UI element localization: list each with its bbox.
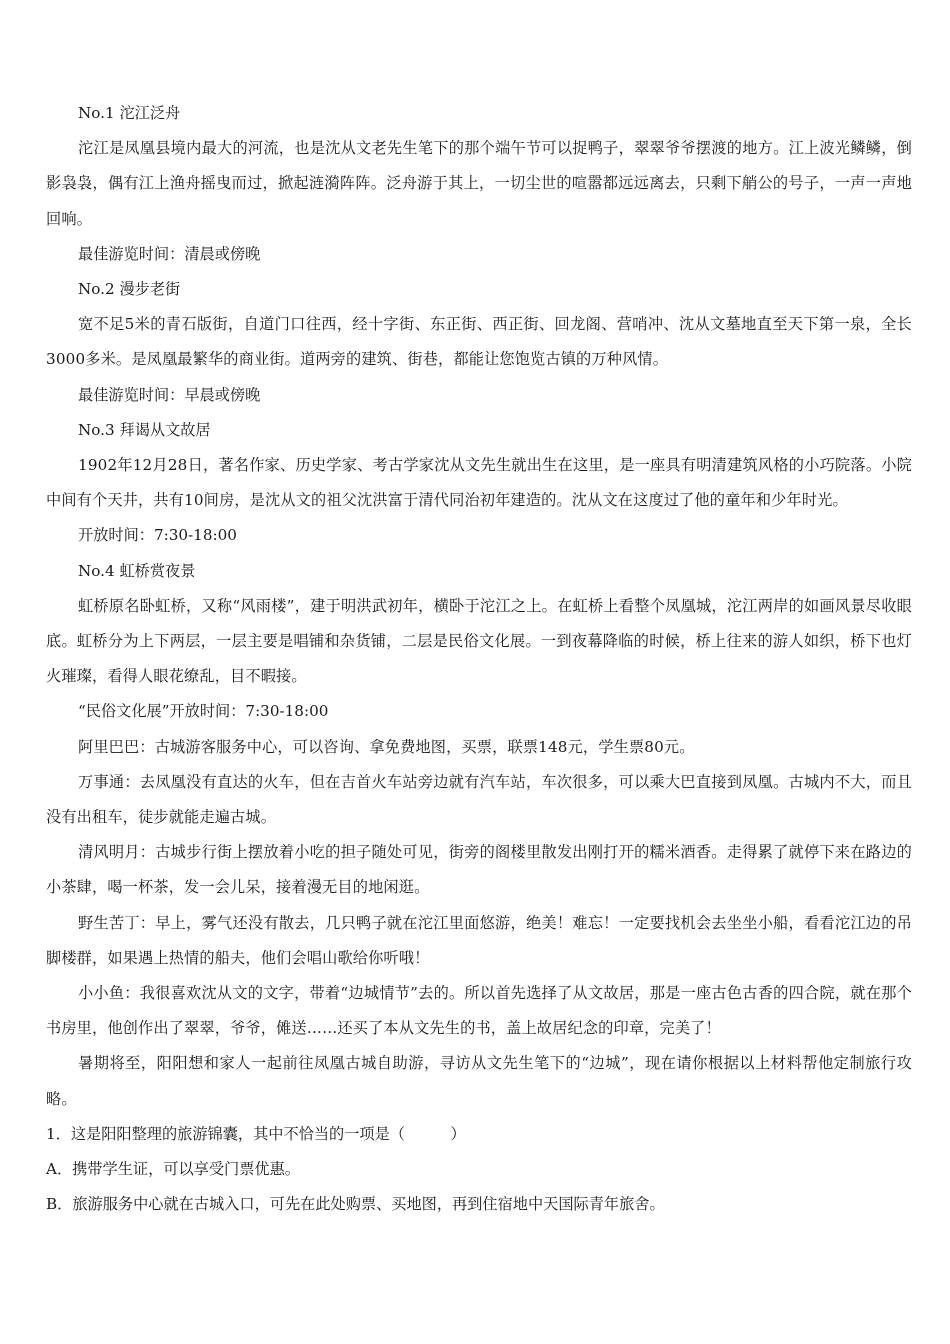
comment-xiaoxiaoyu: 小小鱼：我很喜欢沈从文的文字，带着“边城情节”去的。所以首先选择了从文故居，那是一座古色古香的四合院，就在那个书房里，他创作出了翠翠，爷爷，傩送……还买了本从文先生的书，盖上故居纪念的印章，完美了！: [46, 984, 912, 1038]
question-stem: 1．这是阳阳整理的旅游锦囊，其中不恰当的一项是（ ）: [46, 1124, 466, 1143]
comment-qingfeng: 清风明月：古城步行街上摆放着小吃的担子随处可见，街旁的阁楼里散发出刚打开的糯米酒香。走得累了就停下来在路边的小茶肆，喝一杯茶，发一会儿呆，接着漫无目的地闲逛。: [46, 843, 912, 897]
comment-alibaba: 阿里巴巴：古城游客服务中心，可以咨询、拿免费地图，买票，联票148元，学生票80元。: [78, 737, 695, 756]
section-2-note: 最佳游览时间：早晨或傍晚: [78, 385, 261, 404]
section-4-heading: No.4 虹桥赏夜景: [78, 561, 196, 580]
section-4-body: 虹桥原名卧虹桥，又称“风雨楼”，建于明洪武初年，横卧于沱江之上。在虹桥上看整个凤凰城，沱江两岸的如画风景尽收眼底。虹桥分为上下两层，一层主要是唱铺和杂货铺，二层是民俗文化展。一到夜幕降临的时候，桥上往来的游人如织，桥下也灯火璀璨，看得人眼花缭乱，目不暇接。: [46, 596, 912, 686]
option-a: A．携带学生证，可以享受门票优惠。: [46, 1160, 300, 1179]
section-1-heading: No.1 沱江泛舟: [78, 104, 181, 122]
section-4-note: “民俗文化展”开放时间：7:30-18:00: [78, 702, 329, 721]
section-3-heading: No.3 拜谒从文故居: [78, 420, 211, 439]
section-2-body: 宽不足5米的青石版街，自道门口往西，经十字街、东正街、西正街、回龙阁、营哨冲、沈从文墓地直至天下第一泉，全长3000多米。是凤凰最繁华的商业街。道两旁的建筑、街巷，都能让您饱览古镇的万种风情。: [46, 315, 912, 369]
section-2-heading: No.2 漫步老街: [78, 280, 181, 299]
section-3-note: 开放时间：7:30-18:00: [78, 526, 237, 545]
document-page: [46, 96, 912, 1223]
section-1-body: 沱江是凤凰县境内最大的河流，也是沈从文老先生笔下的那个端午节可以捉鸭子，翠翠爷爷摆渡的地方。江上波光鳞鳞，倒影袅袅，偶有江上渔舟摇曳而过，掀起涟漪阵阵。泛舟游于其上，一切尘世的喧嚣都远远离去，只剩下艄公的号子，一声一声地回响。: [46, 139, 912, 228]
section-3-body: 1902年12月28日，著名作家、历史学家、考古学家沈从文先生就出生在这里，是一座具有明清建筑风格的小巧院落。小院中间有个天井，共有10间房，是沈从文的祖父沈洪富于清代同治初年建造的。沈从文在这度过了他的童年和少年时光。: [46, 456, 912, 510]
section-1-note: 最佳游览时间：清晨或傍晚: [78, 244, 261, 263]
option-b: B．旅游服务中心就在古城入口，可先在此处购票、买地图，再到住宿地中天国际青年旅舍。: [46, 1195, 665, 1214]
comment-wanshitong: 万事通：去凤凰没有直达的火车，但在吉首火车站旁边就有汽车站，车次很多，可以乘大巴直接到凤凰。古城内不大，而且没有出租车，徒步就能走遍古城。: [46, 772, 912, 827]
task-prompt: 暑期将至，阳阳想和家人一起前往凤凰古城自助游，寻访从文先生笔下的“边城”，现在请你根据以上材料帮他定制旅行攻略。: [46, 1054, 912, 1108]
comment-yesheng: 野生苦丁：早上，雾气还没有散去，几只鸭子就在沱江里面悠游，绝美！难忘！一定要找机会去坐坐小船，看看沱江边的吊脚楼群，如果遇上热情的船夫，他们会唱山歌给你听哦！: [46, 913, 912, 967]
